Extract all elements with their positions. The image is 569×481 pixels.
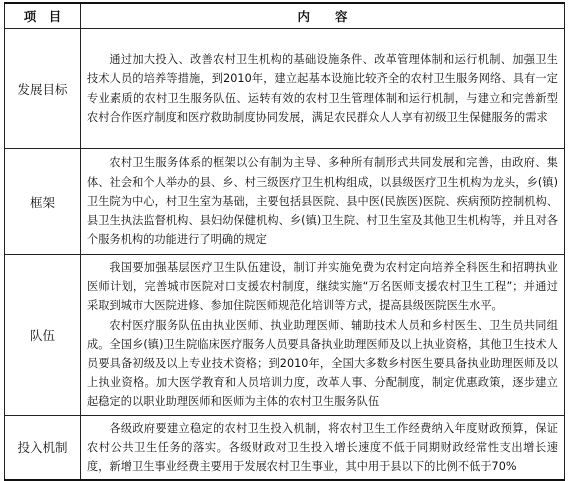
- rural-health-table: [4, 2, 565, 481]
- row-content-investment: [81, 415, 565, 480]
- goal-paragraph: 通过加大投入、改善农村卫生机构的基础设施条件、改革管理体制和运行机制、加强卫生技术人员的培养等措施，到2010年，建立起基本设施比较齐全的农村卫生服务网络、具有一定专业素质的农村卫生服务队伍、运转有效的农村卫生管理体制和运行机制，与建立和完善新型农村合作医疗制度和医疗救助制度协同发展，满足农民群众人人享有初级卫生保健服务的需求: [87, 53, 558, 124]
- table-header-row: [5, 3, 565, 29]
- framework-paragraph: 农村卫生服务体系的框架以公有制为主导、多种所有制形式共同发展和完善，由政府、集体、社会和个人举办的县、乡、村三级医疗卫生机构组成，以县级医疗卫生机构为龙头，乡(镇)卫生院为中心，村卫生室为基础，主要包括县医院、县中医(民族医)医院、疾病预防控制机构、县卫生执法监督机构、县妇幼保健机构、乡(镇)卫生院、村卫生室及其他卫生机构等，并且对各个服务机构的功能进行了明确的规定: [87, 156, 558, 247]
- row-label-goal: 发展目标: [5, 29, 81, 149]
- header-content-label: 内 容: [297, 9, 348, 24]
- table-row-framework: [5, 149, 565, 255]
- row-content-framework: [81, 149, 565, 255]
- table-row-goal: [5, 29, 565, 149]
- row-content-team: [81, 255, 565, 416]
- header-content: [81, 3, 565, 29]
- row-content-goal: [81, 29, 565, 149]
- investment-paragraph: 各级政府要建立稳定的农村卫生投入机制，将农村卫生工作经费纳入年度财政预算，保证农村公共卫生任务的落实。各级财政对卫生投入增长速度不低于同期财政经常性支出增长速度，新增卫生事业经费主要用于发展农村卫生事业，其中用于县以下的比例不低于70%: [87, 421, 558, 474]
- header-item: [5, 3, 81, 29]
- row-label-framework: 框架: [5, 149, 81, 255]
- table-row-team: [5, 255, 565, 416]
- team-paragraph-2: 农村医疗服务队伍由执业医师、执业助理医师、辅助技术人员和乡村医生、卫生员共同组成。全国乡(镇)卫生院临床医疗服务人员要具备执业助理医师及以上执业资格，其他卫生技术人员要具备初级及以上专业技术资格；到2010年，全国大多数乡村医生要具备执业助理医师及以上执业资格。加大医学教育和人员培训力度，改革人事、分配制度，制定优惠政策，逐步建立起稳定的以职业助理医师和医师为主体的农村卫生服务队伍: [87, 318, 558, 409]
- row-label-investment: 投入机制: [5, 415, 81, 480]
- row-label-team: 队伍: [5, 255, 81, 416]
- table-row-investment: [5, 415, 565, 480]
- team-paragraph-1: 我国要加强基层医疗卫生队伍建设，制订并实施免费为农村定向培养全科医生和招聘执业医师计划，完善城市医院对口支援农村制度，继续实施“万名医师支援农村卫生工程”；并通过采取到城市大医院进修、参加住院医师规范化培训等方式，提高县级医院医生水平。: [87, 261, 558, 313]
- header-item-label: 项 目: [23, 9, 62, 24]
